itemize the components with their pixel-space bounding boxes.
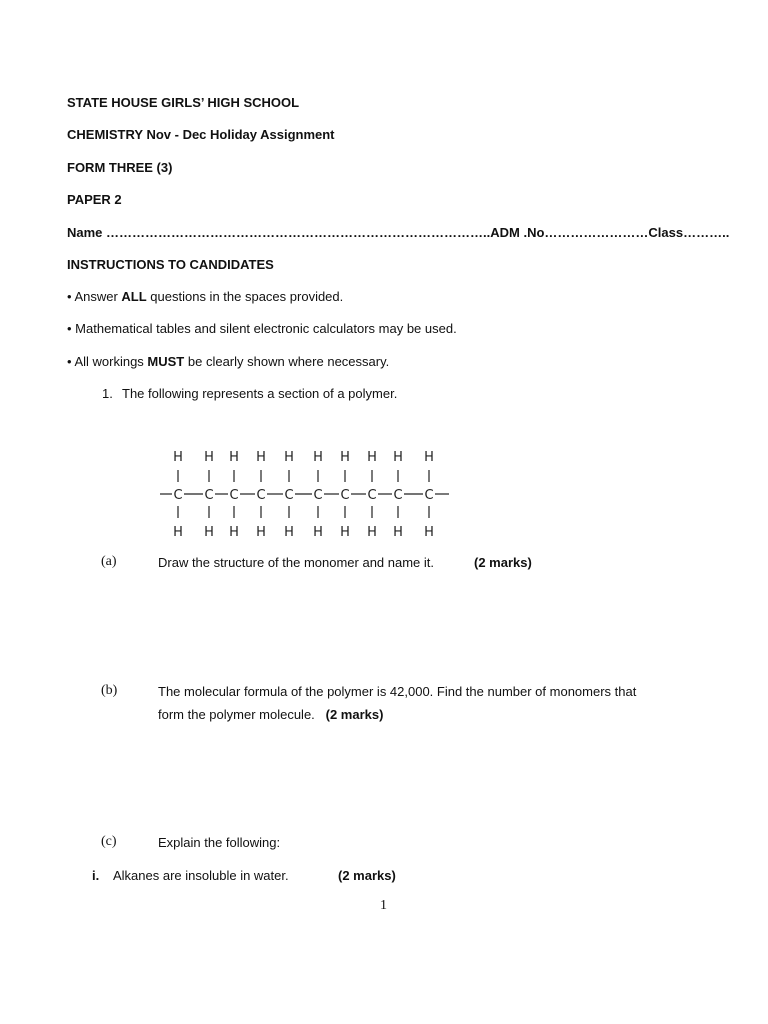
hydrogen-atom-top: H: [173, 450, 183, 465]
subpart-i-text: Alkanes are insoluble in water.: [113, 868, 289, 883]
instruction-text: be clearly shown where necessary.: [184, 354, 390, 369]
page-number: 1: [380, 898, 387, 913]
hydrogen-atom-bottom: H: [393, 525, 403, 540]
hydrogen-atom-bottom: H: [340, 525, 350, 540]
hydrogen-atom-bottom: H: [256, 525, 266, 540]
hydrogen-atom-top: H: [393, 450, 403, 465]
question-stem: The following represents a section of a polymer.: [122, 386, 398, 401]
instruction-text: • All workings: [67, 354, 148, 369]
assignment-title: CHEMISTRY Nov - Dec Holiday Assignment: [67, 127, 335, 142]
school-name: STATE HOUSE GIRLS’ HIGH SCHOOL: [67, 95, 300, 110]
carbon-atom: C: [284, 488, 294, 503]
carbon-atom: C: [340, 488, 350, 503]
part-b-label: (b): [101, 683, 118, 698]
part-a-marks: (2 marks): [474, 555, 532, 570]
polymer-structure-diagram: [158, 444, 458, 540]
part-a-label: (a): [101, 554, 117, 569]
hydrogen-atom-bottom: H: [173, 525, 183, 540]
hydrogen-atom-bottom: H: [424, 525, 434, 540]
hydrogen-atom-top: H: [340, 450, 350, 465]
subpart-i-marks: (2 marks): [338, 868, 396, 883]
carbon-atom: C: [424, 488, 434, 503]
part-c-label: (c): [101, 834, 117, 849]
carbon-atom: C: [367, 488, 377, 503]
instruction-item: [67, 354, 389, 370]
instruction-text: questions in the spaces provided.: [146, 289, 344, 304]
question-number: 1.: [102, 386, 113, 401]
part-c-text: Explain the following:: [158, 835, 281, 850]
hydrogen-atom-bottom: H: [229, 525, 239, 540]
part-b-marks: (2 marks): [325, 707, 384, 722]
carbon-atom: C: [204, 488, 214, 503]
carbon-atom: C: [393, 488, 403, 503]
carbon-atom: C: [173, 488, 183, 503]
hydrogen-atom-top: H: [284, 450, 294, 465]
instruction-item: [67, 289, 343, 305]
carbon-atom: C: [229, 488, 239, 503]
subpart-i-label: i.: [92, 868, 100, 883]
name-adm-class-line: Name ……………………………………………………………………………..ADM .No……………………Class………..: [67, 225, 730, 240]
hydrogen-atom-bottom: H: [204, 525, 214, 540]
part-b-text-continued: [158, 707, 383, 723]
instruction-emphasis: ALL: [121, 289, 147, 304]
instruction-emphasis: MUST: [147, 354, 185, 369]
instruction-text: • Mathematical tables and silent electronic calculators may be used.: [67, 321, 457, 336]
carbon-atom: C: [313, 488, 323, 503]
hydrogen-atom-top: H: [204, 450, 214, 465]
part-b-text: The molecular formula of the polymer is 42,000. Find the number of monomers that: [158, 684, 637, 699]
form-level: FORM THREE (3): [67, 160, 173, 175]
instruction-item: [67, 321, 457, 337]
hydrogen-atom-top: H: [367, 450, 377, 465]
part-a-text: Draw the structure of the monomer and name it.: [158, 555, 435, 570]
part-b-text-line2: form the polymer molecule.: [158, 707, 315, 722]
hydrogen-atom-bottom: H: [284, 525, 294, 540]
hydrogen-atom-top: H: [229, 450, 239, 465]
hydrogen-atom-bottom: H: [313, 525, 323, 540]
hydrogen-atom-bottom: H: [367, 525, 377, 540]
carbon-atom: C: [256, 488, 266, 503]
hydrogen-atom-top: H: [256, 450, 266, 465]
instructions-heading: INSTRUCTIONS TO CANDIDATES: [67, 257, 274, 272]
hydrogen-atom-top: H: [424, 450, 434, 465]
instruction-text: • Answer: [67, 289, 122, 304]
hydrogen-atom-top: H: [313, 450, 323, 465]
paper-number: PAPER 2: [67, 192, 122, 207]
